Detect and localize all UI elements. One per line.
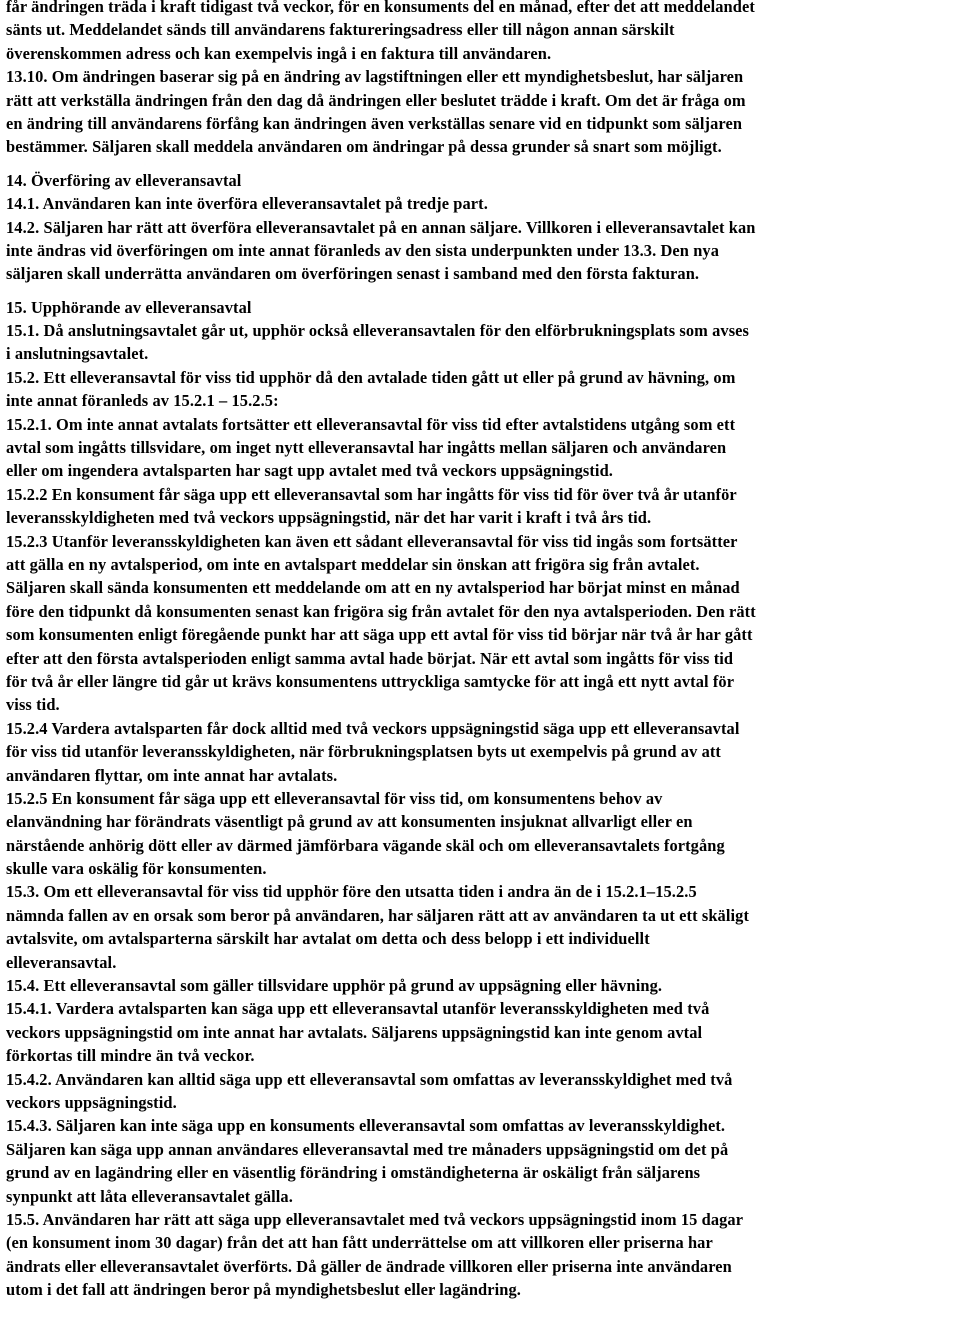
section-spacer xyxy=(6,159,948,169)
text-line: utom i det fall att ändringen beror på myndighetsbeslut eller lagändring. xyxy=(6,1280,521,1300)
text-line: för två år eller längre tid går ut krävs konsumentens uttryckliga samtycke för att ingå ett nytt avtal för xyxy=(6,671,735,691)
text-line: 15.4.3. Säljaren kan inte säga upp en konsuments elleveransavtal som omfattas av leveransskyldighet. xyxy=(6,1116,726,1136)
text-line: Säljaren kan säga upp annan användares elleveransavtal med tre månaders uppsägningstid om det på xyxy=(6,1139,729,1159)
text-line: 13.10. Om ändringen baserar sig på en ändring av lagstiftningen eller ett myndighetsbeslut, har säljaren xyxy=(6,67,744,87)
text-line: rätt att verkställa ändringen från den dag då ändringen eller beslutet trädde i kraft. Om det är fråga om xyxy=(6,90,746,110)
text-line: för viss tid utanför leveransskyldigheten, när förbrukningsplatsen byts ut exempelvis på grund av att xyxy=(6,742,721,762)
text-line: förkortas till mindre än två veckor. xyxy=(6,1046,255,1066)
text-line: bestämmer. Säljaren skall meddela användaren om ändringar på dessa grunder så snart som möjligt. xyxy=(6,137,722,157)
text-line: användaren flyttar, om inte annat har avtalats. xyxy=(6,765,338,785)
text-line: 15.4.1. Vardera avtalsparten kan säga upp ett elleveransavtal utanför leveransskyldigheten med två xyxy=(6,999,710,1019)
text-line: sänts ut. Meddelandet sänds till användarens faktureringsadress eller till någon annan särskilt xyxy=(6,20,675,40)
text-line: grund av en lagändring eller en väsentlig förändring i omständigheterna är oskäligt från säljarens xyxy=(6,1163,701,1183)
text-line: inte ändras vid överföringen om inte annat föranleds av den sista underpunkten under 13.3. Den nya xyxy=(6,240,720,260)
text-line: 15.4.2. Användaren kan alltid säga upp ett elleveransavtal som omfattas av leveransskyldighet med två xyxy=(6,1069,733,1089)
text-line: 15.2.2 En konsument får säga upp ett elleveransavtal som har ingåtts för viss tid för över två år utanför xyxy=(6,484,737,504)
text-line: avtal som ingåtts tillsvidare, om inget nytt elleveransavtal har ingåtts mellan säljaren och användaren xyxy=(6,438,727,458)
text-line: som konsumenten enligt föregående punkt har att säga upp ett avtal för viss tid börjar när två år har gått xyxy=(6,625,753,645)
text-line: 15.3. Om ett elleveransavtal för viss tid upphör före den utsatta tiden i andra än de i 15.2.1–15.2.5 xyxy=(6,882,697,902)
section-15 xyxy=(6,296,948,1325)
text-line: (en konsument inom 30 dagar) från det att han fått underrättelse om att villkoren eller priserna har xyxy=(6,1233,713,1253)
section-heading: 15. Upphörande av elleveransavtal xyxy=(6,297,252,317)
text-line: avtalsvite, om avtalsparterna särskilt har avtalat om detta och dess belopp i ett individuellt xyxy=(6,929,650,949)
text-line: elleveransavtal. xyxy=(6,952,117,972)
text-line: viss tid. xyxy=(6,695,60,715)
text-line: 15.2.4 Vardera avtalsparten får dock alltid med två veckors uppsägningstid säga upp ett elleveransavtal xyxy=(6,718,740,738)
text-line: 14.1. Användaren kan inte överföra elleveransavtalet på tredje part. xyxy=(6,194,488,214)
text-line xyxy=(6,1301,948,1324)
text-line: före den tidpunkt då konsumenten senast kan frigöra sig från avtalet för den nya avtalsperioden. Den rätt xyxy=(6,601,756,621)
text-line: nämnda fallen av en orsak som beror på användaren, har säljaren rätt att av användaren ta ut ett skäligt xyxy=(6,905,750,925)
text-line: 15.2.1. Om inte annat avtalats fortsätter ett elleveransavtal för viss tid efter avtalstidens utgång som ett xyxy=(6,414,736,434)
text-line: 15.4. Ett elleveransavtal som gäller tillsvidare upphör på grund av uppsägning eller hävning. xyxy=(6,976,663,996)
text-line: i anslutningsavtalet. xyxy=(6,344,149,364)
text-line: eller om ingendera avtalsparten har sagt upp avtalet med två veckors uppsägningstid. xyxy=(6,461,613,481)
text-line: elanvändning har förändrats väsentligt på grund av att konsumenten insjuknat allvarligt eller en xyxy=(6,812,693,832)
text-line: säljaren skall underrätta användaren om överföringen senast i samband med den första fakturan. xyxy=(6,264,700,284)
text-line: efter att den första avtalsperioden enligt samma avtal hade börjat. När ett avtal som ingåtts för viss tid xyxy=(6,648,734,668)
section-14 xyxy=(6,169,948,286)
text-line: 15.2.3 Utanför leveransskyldigheten kan även ett sådant elleveransavtal för viss tid ingås som fortsätter xyxy=(6,531,738,551)
text-line: skulle vara oskälig för konsumenten. xyxy=(6,859,267,879)
text-line: 15.2.5 En konsument får säga upp ett elleveransavtal för viss tid, om konsumentens behov av xyxy=(6,788,663,808)
text-line: att gälla en ny avtalsperiod, om inte en avtalspart meddelar sin önskan att frigöra sig från avtalet. xyxy=(6,554,700,574)
section-spacer xyxy=(6,286,948,296)
section-heading: 14. Överföring av elleveransavtal xyxy=(6,170,242,190)
text-line: en ändring till användarens förfång kan ändringen även verkställas senare vid en tidpunkt som säljaren xyxy=(6,113,743,133)
text-line: leveransskyldigheten med två veckors uppsägningstid, när det har varit i kraft i två års tid. xyxy=(6,508,652,528)
text-line: 15.5. Användaren har rätt att säga upp elleveransavtalet med två veckors uppsägningstid inom 15 dagar xyxy=(6,1209,744,1229)
text-line: synpunkt att låta elleveransavtalet gälla. xyxy=(6,1186,293,1206)
text-line: veckors uppsägningstid om inte annat har avtalats. Säljarens uppsägningstid kan inte genom avtal xyxy=(6,1022,703,1042)
text-line: 15.1. Då anslutningsavtalet går ut, upphör också elleveransavtalen för den elförbrukningsplats som avses xyxy=(6,321,750,341)
text-line: inte annat föranleds av 15.2.1 – 15.2.5: xyxy=(6,391,279,411)
text-line: närstående anhörig dött eller av därmed jämförbara vägande skäl och om elleveransavtalets fortgång xyxy=(6,835,725,855)
text-line: 15.2. Ett elleveransavtal för viss tid upphör då den avtalade tiden gått ut eller på grund av hävning, om xyxy=(6,367,736,387)
text-line: får ändringen träda i kraft tidigast två veckor, för en konsuments del en månad, efter det att meddelandet xyxy=(6,0,755,16)
paragraph-intro xyxy=(6,0,948,159)
text-line: 14.2. Säljaren har rätt att överföra elleveransavtalet på en annan säljare. Villkoren i elleveransavtalet kan xyxy=(6,217,756,237)
text-line: veckors uppsägningstid. xyxy=(6,1092,177,1112)
text-line: Säljaren skall sända konsumenten ett meddelande om att en ny avtalsperiod har börjat minst en månad xyxy=(6,578,740,598)
text-line: ändrats eller elleveransavtalet överförts. Då gäller de ändrade villkoren eller priserna inte användaren xyxy=(6,1256,732,1276)
text-line: överenskommen adress och kan exempelvis ingå i en faktura till användaren. xyxy=(6,43,552,63)
